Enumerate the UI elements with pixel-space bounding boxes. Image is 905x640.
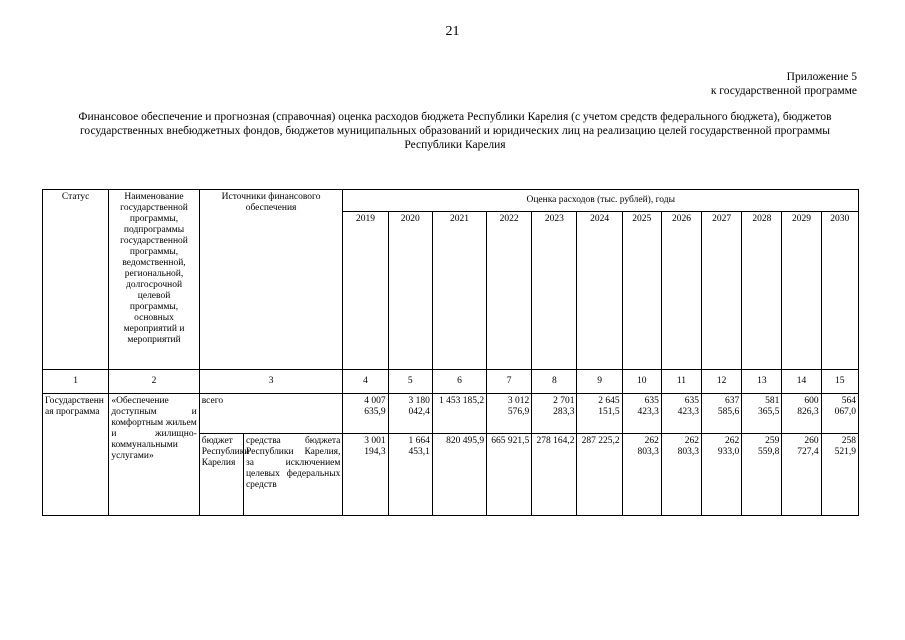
header-status: Статус <box>43 190 109 370</box>
column-number: 6 <box>432 370 486 394</box>
column-number: 4 <box>343 370 388 394</box>
header-year: 2021 <box>432 212 486 370</box>
header-sources: Источники финансового обеспечения <box>199 190 343 370</box>
status-cell: Государственная программа <box>43 394 109 516</box>
header-year: 2022 <box>487 212 532 370</box>
appendix-line-2: к государственной программе <box>710 85 857 97</box>
budget-value: 287 225,2 <box>577 434 622 516</box>
header-year: 2025 <box>622 212 661 370</box>
header-year: 2029 <box>782 212 821 370</box>
budget-value: 262 933,0 <box>702 434 742 516</box>
total-value: 3 012 576,9 <box>487 394 532 434</box>
column-number: 14 <box>782 370 821 394</box>
total-value: 564 067,0 <box>821 394 858 434</box>
column-number: 12 <box>702 370 742 394</box>
header-year: 2030 <box>821 212 858 370</box>
budget-value: 278 164,2 <box>532 434 577 516</box>
budget-value: 260 727,4 <box>782 434 821 516</box>
total-value: 635 423,3 <box>661 394 701 434</box>
total-value: 600 826,3 <box>782 394 821 434</box>
total-value: 2 645 151,5 <box>577 394 622 434</box>
column-number: 8 <box>532 370 577 394</box>
budget-source: средства бюджета Республики Карелия, за исключением целевых федеральных средств <box>243 434 342 516</box>
column-number: 7 <box>487 370 532 394</box>
budget-value: 665 921,5 <box>487 434 532 516</box>
header-year: 2020 <box>388 212 432 370</box>
appendix-line-1: Приложение 5 <box>786 71 857 83</box>
budget-value: 262 803,3 <box>661 434 701 516</box>
header-year: 2027 <box>702 212 742 370</box>
column-number: 11 <box>661 370 701 394</box>
total-label: всего <box>199 394 343 434</box>
budget-value: 1 664 453,1 <box>388 434 432 516</box>
column-number: 3 <box>199 370 343 394</box>
header-name: Наименование государственной программы, подпрограммы государственной программы, ведомственной, региональной, долгосрочной целевой программы, основных мероприятий и мероприятий <box>109 190 199 370</box>
document-title: Финансовое обеспечение и прогнозная (справочная) оценка расходов бюджета Республики Карелия (с учетом средств федерального бюджета), бюджетов государственных внебюджетных фондов, бюджетов муниципальных образований и юридических лиц на реализацию целей государственной программы Республики Карелия <box>78 111 832 151</box>
total-value: 4 007 635,9 <box>343 394 388 434</box>
budget-value: 3 001 194,3 <box>343 434 388 516</box>
header-estimate: Оценка расходов (тыс. рублей), годы <box>343 190 859 212</box>
budget-label: бюджет Республики Карелия <box>199 434 243 516</box>
column-number: 2 <box>109 370 199 394</box>
column-number: 10 <box>622 370 661 394</box>
budget-value: 820 495,9 <box>432 434 486 516</box>
budget-value: 262 803,3 <box>622 434 661 516</box>
table-row-total <box>43 394 859 434</box>
header-year: 2023 <box>532 212 577 370</box>
total-value: 3 180 042,4 <box>388 394 432 434</box>
column-number: 5 <box>388 370 432 394</box>
column-number: 13 <box>742 370 782 394</box>
total-value: 635 423,3 <box>622 394 661 434</box>
header-row <box>43 190 859 212</box>
total-value: 637 585,6 <box>702 394 742 434</box>
column-number: 9 <box>577 370 622 394</box>
budget-table <box>42 189 859 516</box>
header-year: 2019 <box>343 212 388 370</box>
header-year: 2024 <box>577 212 622 370</box>
page-number: 21 <box>445 24 460 39</box>
total-value: 581 365,5 <box>742 394 782 434</box>
budget-value: 258 521,9 <box>821 434 858 516</box>
budget-value: 259 559,8 <box>742 434 782 516</box>
header-year: 2028 <box>742 212 782 370</box>
program-name-cell: «Обеспечение доступным и комфортным жильем и жилищно-коммунальными услугами» <box>109 394 199 516</box>
header-year: 2026 <box>661 212 701 370</box>
total-value: 1 453 185,2 <box>432 394 486 434</box>
column-number-row <box>43 370 859 394</box>
column-number: 1 <box>43 370 109 394</box>
total-value: 2 701 283,3 <box>532 394 577 434</box>
column-number: 15 <box>821 370 858 394</box>
appendix-note <box>711 70 857 98</box>
